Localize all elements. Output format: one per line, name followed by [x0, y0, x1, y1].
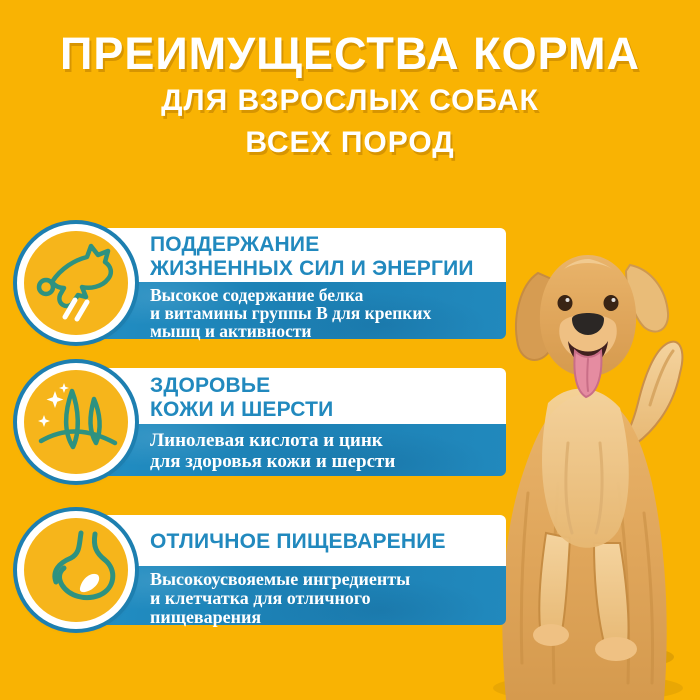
benefit-card-skin-coat	[60, 368, 506, 476]
benefit-body-line: пищеварения	[150, 607, 262, 627]
digestion-icon-badge	[17, 511, 135, 629]
skin-coat-icon-badge	[17, 363, 135, 481]
benefit-body-line: для здоровья кожи и шерсти	[150, 451, 396, 472]
benefit-card-digestion	[60, 515, 506, 625]
skin-coat-icon	[31, 377, 121, 467]
energy-icon-badge	[17, 224, 135, 342]
poster-header	[0, 30, 700, 160]
benefit-body-line: Высокое содержание белка	[150, 285, 364, 305]
benefit-heading-line: ОТЛИЧНОЕ ПИЩЕВАРЕНИЕ	[150, 530, 446, 553]
benefit-heading-line: ПОДДЕРЖАНИЕ	[150, 233, 320, 256]
benefit-body-line: Линолевая кислота и цинк	[150, 430, 383, 451]
poster-title: ПРЕИМУЩЕСТВА КОРМА	[59, 28, 641, 79]
poster-subtitle-line1: ДЛЯ ВЗРОСЛЫХ СОБАК	[161, 84, 539, 118]
benefit-body-line: мышц и активности	[150, 321, 312, 341]
benefit-body-line: и витамины группы В для крепких	[150, 303, 432, 323]
jumping-dog-icon	[31, 238, 121, 328]
stomach-icon	[31, 525, 121, 615]
benefit-body-line: Высокоусвояемые ингредиенты	[150, 569, 411, 589]
benefit-heading-line: ЗДОРОВЬЕ	[150, 374, 271, 397]
benefit-card-energy	[60, 228, 506, 339]
benefit-heading-line: ЖИЗНЕННЫХ СИЛ И ЭНЕРГИИ	[150, 257, 474, 280]
poster-subtitle-line2: ВСЕХ ПОРОД	[245, 125, 455, 159]
benefit-heading-line: КОЖИ И ШЕРСТИ	[150, 398, 334, 421]
benefit-body-line: и клетчатка для отличного	[150, 588, 371, 608]
